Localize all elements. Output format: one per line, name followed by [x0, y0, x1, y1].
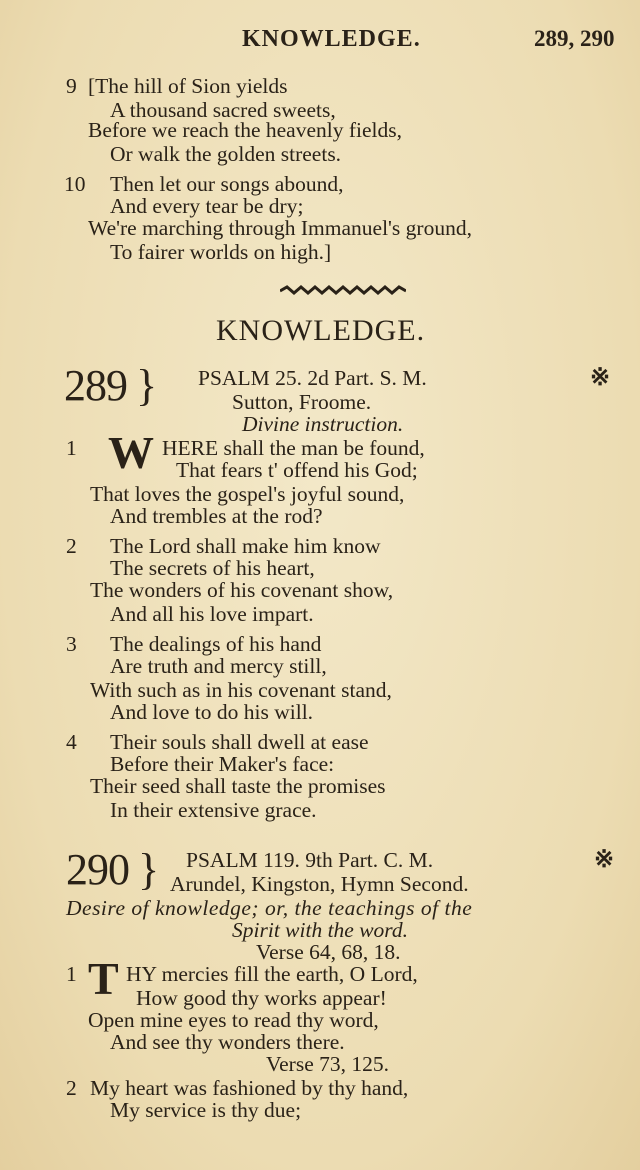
verse-number: 4 — [66, 730, 77, 754]
verse-line: The dealings of his hand — [110, 632, 322, 656]
verse-line: [The hill of Sion yields — [88, 74, 288, 98]
asterism-mark: ※ — [594, 847, 615, 873]
verse-number: 1 — [66, 436, 77, 460]
hymn-subject: Desire of knowledge; or, the teachings of the — [66, 896, 473, 920]
verse-line: The Lord shall make him know — [110, 534, 381, 558]
hymn-number: 290 — [66, 845, 129, 894]
verse-line: With such as in his covenant stand, — [90, 678, 392, 702]
verse-line: In their extensive grace. — [110, 798, 317, 822]
tune-names: Sutton, Froome. — [232, 390, 372, 414]
psalm-heading: PSALM 119. 9th Part. C. M. — [186, 848, 434, 872]
tune-names: Arundel, Kingston, Hymn Second. — [170, 872, 469, 896]
verse-line: And see thy wonders there. — [110, 1030, 345, 1054]
hymn-subject: Divine instruction. — [242, 412, 404, 436]
verse-line: HERE shall the man be found, — [162, 436, 425, 460]
verse-line: HY mercies fill the earth, O Lord, — [126, 962, 418, 986]
verse-line: Or walk the golden streets. — [110, 142, 342, 166]
verse-line: How good thy works appear! — [136, 986, 387, 1010]
verse-line: And all his love impart. — [110, 602, 314, 626]
verse-line: That loves the gospel's joyful sound, — [90, 482, 405, 506]
psalm-heading: PSALM 25. 2d Part. S. M. — [198, 366, 427, 390]
verse-number: 2 — [66, 1076, 77, 1100]
brace: } — [138, 845, 160, 894]
verse-line: The wonders of his covenant show, — [90, 578, 394, 602]
verse-reference: Verse 64, 68, 18. — [256, 940, 401, 964]
verse-number: 10 — [64, 172, 86, 196]
verse-line: And trembles at the rod? — [110, 504, 323, 528]
running-head-page-numbers: 289, 290 — [534, 26, 615, 51]
verse-line: Then let our songs abound, — [110, 172, 344, 196]
verse-line: My service is thy due; — [110, 1098, 302, 1122]
asterism-mark: ※ — [590, 365, 611, 391]
hymn-number: 289 — [64, 361, 127, 410]
verse-line: Are truth and mercy still, — [110, 654, 327, 678]
verse-line: A thousand sacred sweets, — [110, 98, 336, 122]
verse-number: 1 — [66, 962, 77, 986]
verse-line: Before we reach the heavenly fields, — [88, 118, 402, 142]
drop-cap: W — [108, 427, 154, 478]
verse-line: We're marching through Immanuel's ground, — [88, 216, 472, 240]
running-head-title: KNOWLEDGE. — [242, 26, 421, 52]
verse-line: And every tear be dry; — [110, 194, 304, 218]
verse-line: That fears t' offend his God; — [176, 458, 418, 482]
drop-cap: T — [88, 953, 119, 1004]
brace: } — [136, 361, 158, 410]
verse-line: Open mine eyes to read thy word, — [88, 1008, 379, 1032]
verse-reference: Verse 73, 125. — [266, 1052, 390, 1076]
verse-line: Their seed shall taste the promises — [90, 774, 386, 798]
verse-line: My heart was fashioned by thy hand, — [90, 1076, 409, 1100]
verse-line: And love to do his will. — [110, 700, 314, 724]
verse-number: 3 — [66, 632, 77, 656]
verse-line: To fairer worlds on high.] — [110, 240, 332, 264]
section-title: KNOWLEDGE. — [216, 314, 426, 347]
verse-line: The secrets of his heart, — [110, 556, 315, 580]
verse-number: 2 — [66, 534, 77, 558]
verse-number: 9 — [66, 74, 77, 98]
verse-line: Their souls shall dwell at ease — [110, 730, 369, 754]
ornamental-divider — [280, 285, 406, 295]
verse-line: Before their Maker's face: — [110, 752, 335, 776]
hymn-subject: Spirit with the word. — [232, 918, 408, 942]
